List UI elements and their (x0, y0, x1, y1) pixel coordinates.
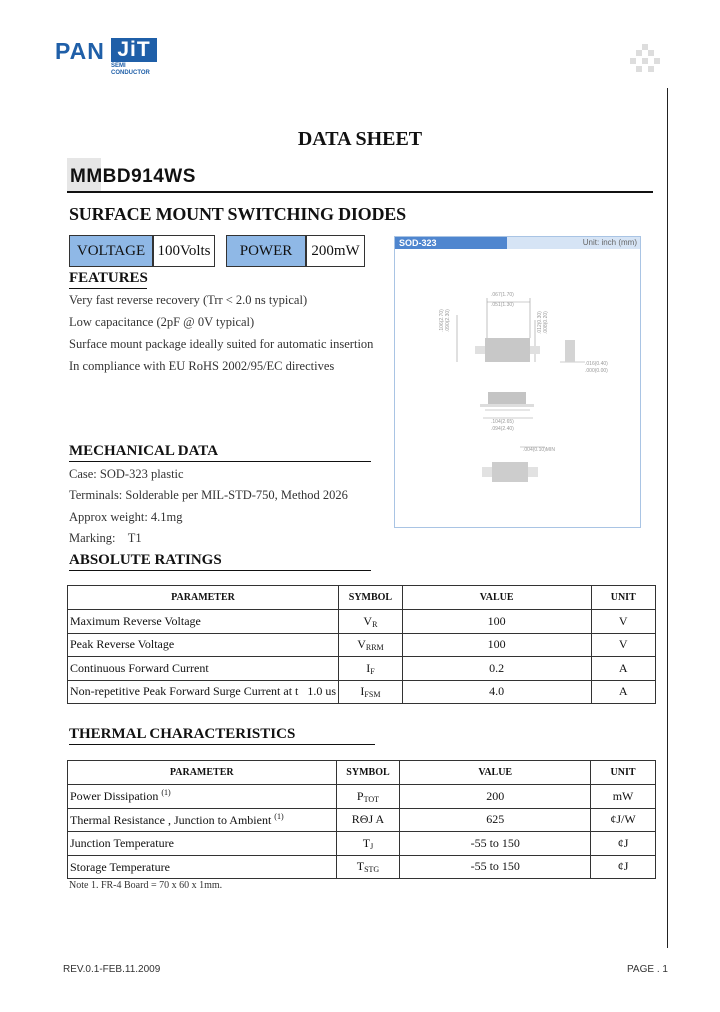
table-row (68, 633, 656, 657)
table-row (68, 832, 656, 856)
part-number: MMBD914WS (70, 166, 196, 187)
symbol-cell: $I_{FSM}$ (339, 680, 403, 704)
mechanical-item: Case: SOD-323 plastic (69, 467, 184, 481)
power-label: POWER (226, 235, 306, 267)
package-drawing (395, 250, 640, 526)
unit-cell: ¢J (591, 832, 656, 856)
feature-item: Low capacitance (2pF @ 0V typical) (69, 315, 255, 329)
symbol-cell: $V_{RRM}$ (339, 633, 403, 657)
unit-cell: A (591, 657, 656, 681)
unit-cell: V (591, 610, 656, 634)
logo-pan-text: PAN (55, 38, 105, 64)
value-cell: -55 to 150 (400, 832, 591, 856)
corner-decoration (630, 44, 660, 76)
voltage-value: 100Volts (153, 235, 215, 267)
thermal-heading: THERMAL CHARACTERISTICS (69, 726, 375, 745)
feature-item: In compliance with EU RoHS 2002/95/EC directives (69, 359, 335, 373)
symbol-cell: RΘJ A (336, 808, 400, 832)
unit-cell: mW (591, 785, 656, 809)
footnote: Note 1. FR-4 Board = 70 x 60 x 1mm. (69, 880, 223, 891)
package-unit: Unit: inch (mm) (507, 237, 640, 249)
subtitle: SURFACE MOUNT SWITCHING DIODES (69, 204, 406, 224)
col-header: SYMBOL (336, 761, 400, 785)
dim-label: .094(2.40) (491, 426, 514, 432)
mechanical-heading: MECHANICAL DATA (69, 443, 371, 462)
voltage-label: VOLTAGE (69, 235, 153, 267)
symbol-cell: $P_{TOT}$ (336, 785, 400, 809)
mechanical-item: Marking: T1 (69, 531, 142, 545)
features-heading: FEATURES (69, 270, 147, 289)
dim-label: .016(0.40) (585, 361, 608, 367)
absolute-ratings-heading: ABSOLUTE RATINGS (69, 552, 371, 571)
param-cell: Junction Temperature (68, 832, 337, 856)
part-number-rule (67, 191, 653, 193)
dim-label: .004(0.10)MIN (523, 447, 555, 453)
symbol-cell: $V_R$ (339, 610, 403, 634)
col-header: UNIT (591, 586, 656, 610)
page-title: DATA SHEET (297, 128, 423, 150)
table-row (68, 610, 656, 634)
logo-semi: SEMI (111, 63, 126, 69)
dim-label: .106(2.70) (439, 309, 445, 332)
power-value: 200mW (306, 235, 365, 267)
dim-label: .051(1.30) (491, 302, 514, 308)
symbol-cell: $T_{STG}$ (336, 855, 400, 879)
unit-cell: ¢J/W (591, 808, 656, 832)
param-cell: Thermal Resistance , Junction to Ambient $^{(1)}$ (68, 808, 337, 832)
absolute-ratings-table (67, 585, 656, 704)
param-cell: Peak Reverse Voltage (68, 633, 339, 657)
package-name: SOD-323 (395, 237, 507, 249)
value-cell: -55 to 150 (400, 855, 591, 879)
dim-label: .067(1.70) (491, 292, 514, 298)
value-cell: 0.2 (402, 657, 591, 681)
col-header: PARAMETER (68, 586, 339, 610)
page-number: PAGE . 1 (627, 964, 668, 975)
table-row (68, 855, 656, 879)
param-cell: Storage Temperature (68, 855, 337, 879)
value-cell: 625 (400, 808, 591, 832)
col-header: UNIT (591, 761, 656, 785)
unit-cell: V (591, 633, 656, 657)
param-cell: Non-repetitive Peak Forward Surge Current at t 1.0 us (68, 680, 339, 704)
thermal-table (67, 760, 656, 879)
mechanical-item: Approx weight: 4.1mg (69, 510, 183, 524)
value-cell: 100 (402, 633, 591, 657)
table-header-row (68, 761, 656, 785)
mechanical-item: Terminals: Solderable per MIL-STD-750, Method 2026 (69, 488, 348, 502)
table-row (68, 808, 656, 832)
dim-label: .104(2.65) (491, 419, 514, 425)
logo-conductor: CONDUCTOR (111, 70, 150, 76)
unit-cell: A (591, 680, 656, 704)
table-row (68, 785, 656, 809)
col-header: VALUE (400, 761, 591, 785)
value-cell: 200 (400, 785, 591, 809)
revision-text: REV.0.1-FEB.11.2009 (63, 964, 161, 975)
dim-label: .008(0.20) (543, 311, 549, 334)
right-margin-line (667, 88, 668, 948)
col-header: VALUE (402, 586, 591, 610)
dim-label: .000(0.00) (585, 368, 608, 374)
unit-cell: ¢J (591, 855, 656, 879)
dim-label: .012(0.30) (537, 311, 543, 334)
table-row (68, 657, 656, 681)
value-cell: 100 (402, 610, 591, 634)
table-row (68, 680, 656, 704)
feature-item: Surface mount package ideally suited for automatic insertion (69, 337, 374, 351)
param-cell: Maximum Reverse Voltage (68, 610, 339, 634)
symbol-cell: $I_F$ (339, 657, 403, 681)
table-header-row (68, 586, 656, 610)
param-cell: Continuous Forward Current (68, 657, 339, 681)
value-cell: 4.0 (402, 680, 591, 704)
param-cell: Power Dissipation $^{(1)}$ (68, 785, 337, 809)
dim-label: .090(2.30) (445, 309, 451, 332)
col-header: PARAMETER (68, 761, 337, 785)
logo-jit-box: JiT (111, 38, 157, 62)
col-header: SYMBOL (339, 586, 403, 610)
symbol-cell: $T_J$ (336, 832, 400, 856)
feature-item: Very fast reverse recovery (Trr < 2.0 ns typical) (69, 293, 308, 307)
